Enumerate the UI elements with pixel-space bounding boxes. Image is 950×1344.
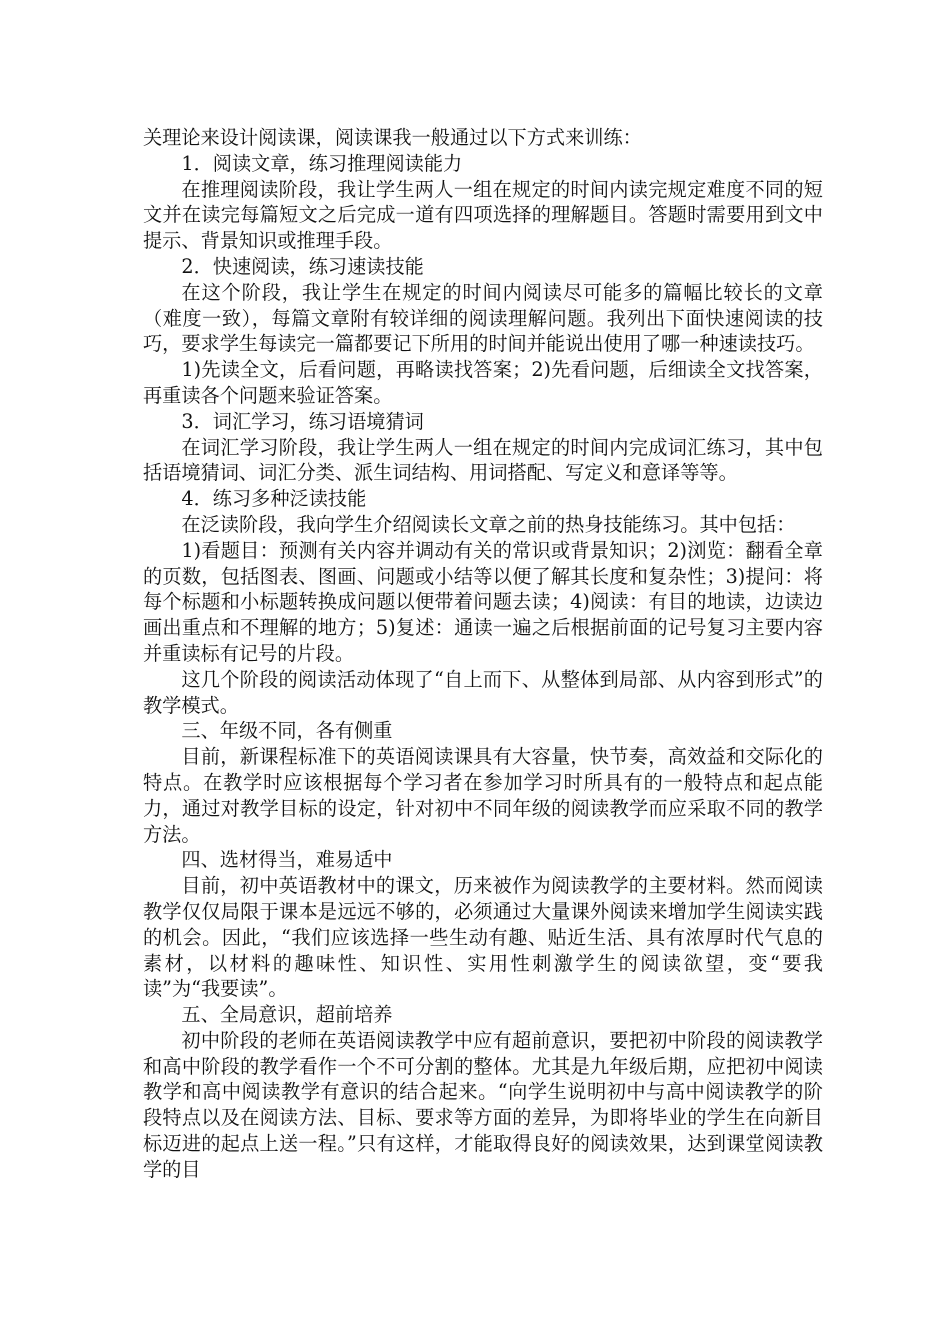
paragraph: 在泛读阶段，我向学生介绍阅读长文章之前的热身技能练习。其中包括：: [181, 512, 796, 536]
paragraph: 目前，新课程标准下的英语阅读课具有大容量，快节奏，高效益和交际化的特点。在教学时应该根据每个学习者在参加学习时所具有的一般特点和起点能力，通过对教学目标的设定，针对初中不同年级的阅读教学而应采取不同的教学方法。: [143, 745, 823, 846]
paragraph-continuation: 关理论来设计阅读课，阅读课我一般通过以下方式来训练：: [143, 126, 642, 149]
paragraph: 1)看题目：预测有关内容并调动有关的常识或背景知识；2)浏览：翻看全章的页数，包括图表、图画、问题或小结等以便了解其长度和复杂性；3)提问：将每个标题和小标题转换成问题以便带着问题去读；4)阅读：有目的地读，边读边画出重点和不理解的地方；5)复述：通读一遍之后根据前面的记号复习主要内容并重读标有记号的片段。: [143, 538, 823, 665]
section-heading-3: 3．词汇学习，练习语境猜词: [181, 409, 424, 433]
paragraph: 1)先读全文，后看问题，再略读找答案；2)先看问题，后细读全文找答案，再重读各个问题来验证答案。: [143, 358, 823, 407]
paragraph: 这几个阶段的阅读活动体现了“自上而下、从整体到局部、从内容到形式”的教学模式。: [143, 667, 823, 717]
paragraph: 在词汇学习阶段，我让学生两人一组在规定的时间内完成词汇练习，其中包括语境猜词、词汇分类、派生词结构、用词搭配、写定义和意译等等。: [143, 435, 823, 485]
section-heading-three: 三、年级不同，各有侧重: [181, 719, 393, 743]
section-heading-2: 2．快速阅读，练习速读技能: [181, 254, 424, 278]
section-heading-1: 1．阅读文章，练习推理阅读能力: [181, 151, 463, 175]
section-heading-4: 4．练习多种泛读技能: [181, 487, 367, 511]
paragraph: 目前，初中英语教材中的课文，历来被作为阅读教学的主要材料。然而阅读教学仅仅局限于课本是远远不够的，必须通过大量课外阅读来增加学生阅读实践的机会。因此，“我们应该选择一些生动有趣、贴近生活、具有浓厚时代气息的素材，以材料的趣味性、知识性、实用性刺激学生的阅读欲望，变“要我读”为“我要读”。: [143, 874, 823, 1001]
paragraph: 初中阶段的老师在英语阅读教学中应有超前意识，要把初中阶段的阅读教学和高中阶段的教学看作一个不可分割的整体。尤其是九年级后期，应把初中阅读教学和高中阅读教学有意识的结合起来。“向学生说明初中与高中阅读教学的阶段特点以及在阅读方法、目标、要求等方面的差异，为即将毕业的学生在向新目标迈进的起点上送一程。”只有这样，才能取得良好的阅读效果，达到课堂阅读教学的目: [143, 1028, 823, 1181]
document-body: [143, 125, 823, 1183]
paragraph: 在推理阅读阶段，我让学生两人一组在规定的时间内读完规定难度不同的短文并在读完每篇短文之后完成一道有四项选择的理解题目。答题时需要用到文中提示、背景知识或推理手段。: [143, 177, 823, 253]
section-heading-five: 五、全局意识，超前培养: [181, 1003, 393, 1027]
section-heading-four: 四、选材得当，难易适中: [181, 848, 393, 872]
paragraph: 在这个阶段，我让学生在规定的时间内阅读尽可能多的篇幅比较长的文章（难度一致），每篇文章附有较详细的阅读理解问题。我列出下面快速阅读的技巧，要求学生每读完一篇都要记下所用的时间并能说出使用了哪一种速读技巧。: [143, 280, 823, 356]
